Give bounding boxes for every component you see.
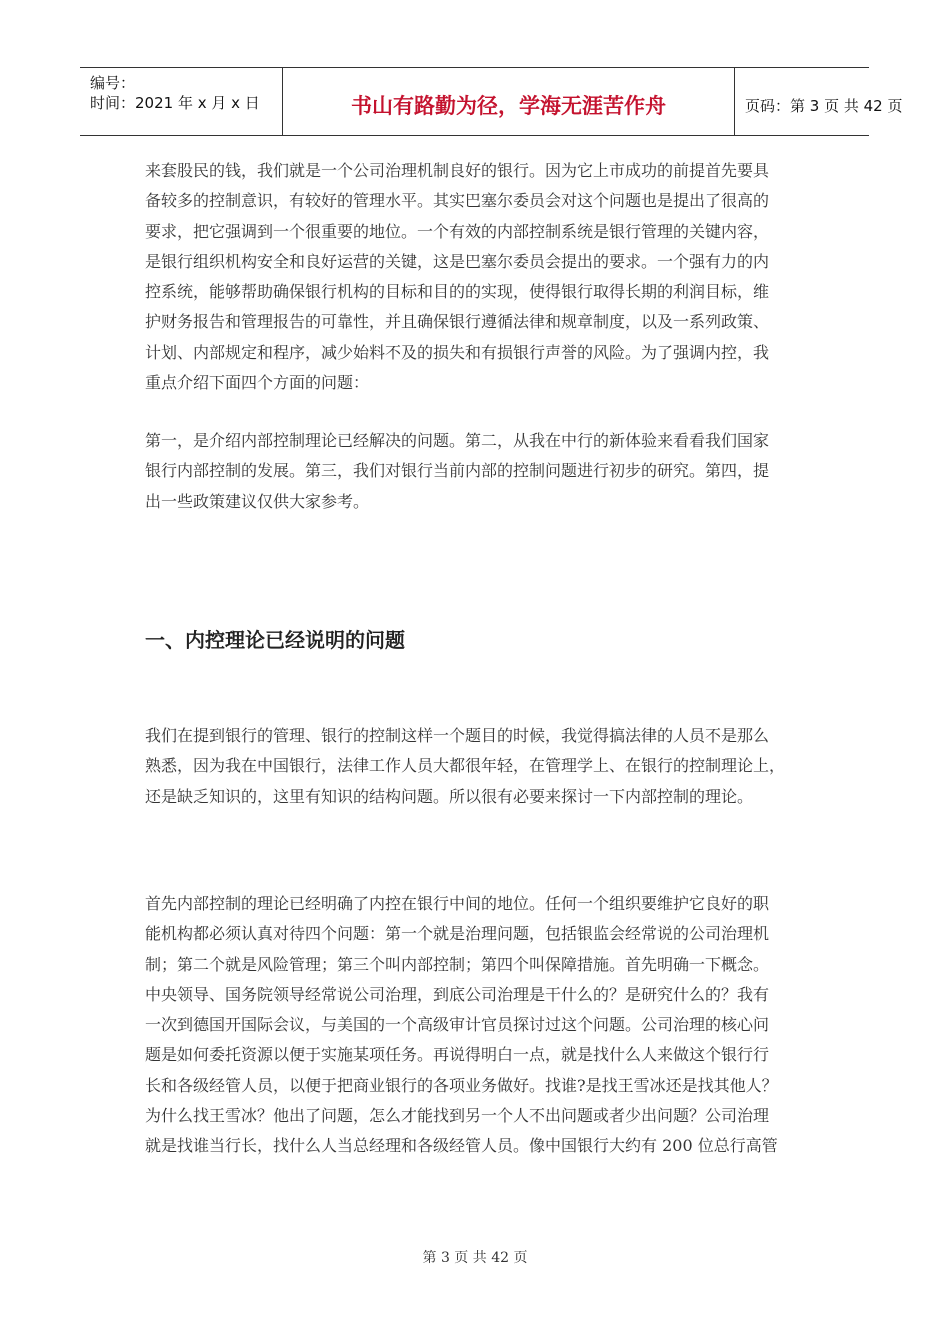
text-line: 长和各级经管人员，以便于把商业银行的各项业务做好。找谁?是找王雪冰还是找其他人？: [145, 1075, 778, 1095]
document-header: [80, 67, 903, 136]
text-line: 首先内部控制的理论已经明确了内控在银行中间的地位。任何一个组织要维护它良好的职: [145, 894, 770, 913]
text-line: 题是如何委托资源以便于实施某项任务。再说得明白一点，就是找什么人来做这个银行行: [145, 1045, 770, 1065]
text-line: 要求，把它强调到一个很重要的地位。一个有效的内部控制系统是银行管理的关键内容，: [145, 221, 770, 241]
section-heading: 一、内控理论已经说明的问题: [145, 628, 405, 652]
text-line: 计划、内部规定和程序，减少始料不及的损失和有损银行声誉的风险。为了强调内控，我: [145, 342, 770, 362]
text-line: 护财务报告和管理报告的可靠性，并且确保银行遵循法律和规章制度，以及一系列政策、: [145, 312, 770, 332]
text-line: 一次到德国开国际会议，与美国的一个高级审计官员探讨过这个问题。公司治理的核心问: [145, 1015, 770, 1035]
text-line: 控系统，能够帮助确保银行机构的目标和目的的实现，使得银行取得长期的利润目标，维: [145, 282, 770, 302]
text-line: 熟悉，因为我在中国银行，法律工作人员大都很年轻，在管理学上、在银行的控制理论上，: [145, 756, 786, 776]
text-line: 银行内部控制的发展。第三，我们对银行当前内部的控制问题进行初步的研究。第四，提: [145, 461, 770, 481]
text-line: 备较多的控制意识，有较好的管理水平。其实巴塞尔委员会对这个问题也是提出了很高的: [145, 191, 770, 211]
document-number-label: 编号：: [90, 74, 136, 92]
document-date-label: 时间：2021 年 x 月 x 日: [90, 94, 260, 112]
text-line: 就是找谁当行长，找什么人当总经理和各级经管人员。像中国银行大约有 200 位总行高管: [145, 1136, 778, 1156]
header-motto: 书山有路勤为径，学海无涯苦作舟: [351, 94, 666, 118]
text-line: 制；第二个就是风险管理；第三个叫内部控制；第四个叫保障措施。首先明确一下概念。: [145, 954, 770, 974]
text-line: 我们在提到银行的管理、银行的控制这样一个题目的时候，我觉得搞法律的人员不是那么: [145, 726, 770, 745]
text-line: 出一些政策建议仅供大家参考。: [145, 491, 370, 511]
intro-paragraph: [145, 156, 810, 398]
text-line: 还是缺乏知识的，这里有知识的结构问题。所以很有必要来探讨一下内部控制的理论。: [145, 786, 754, 806]
text-line: 重点介绍下面四个方面的问题：: [145, 373, 370, 393]
text-line: 第一，是介绍内部控制理论已经解决的问题。第二，从我在中行的新体验来看看我们国家: [145, 431, 770, 450]
body-paragraph: [145, 889, 810, 1162]
body-paragraph: [145, 721, 810, 812]
text-line: 中央领导、国务院领导经常说公司治理，到底公司治理是干什么的？是研究什么的？我有: [145, 984, 770, 1004]
page-footer: 第 3 页 共 42 页: [422, 1250, 528, 1266]
points-paragraph: [145, 426, 810, 517]
header-page-info: 页码：第 3 页 共 42 页: [745, 97, 903, 115]
text-line: 来套股民的钱，我们就是一个公司治理机制良好的银行。因为它上市成功的前提首先要具: [145, 161, 770, 180]
header-motto-cell: [282, 68, 735, 135]
text-line: 能机构都必须认真对待四个问题：第一个就是治理问题，包括银监会经常说的公司治理机: [145, 924, 770, 944]
text-line: 为什么找王雪冰？他出了问题，怎么才能找到另一个人不出问题或者少出问题？公司治理: [145, 1106, 770, 1126]
header-info-cell: [80, 68, 282, 135]
header-page-cell: [735, 68, 903, 135]
text-line: 是银行组织机构安全和良好运营的关键，这是巴塞尔委员会提出的要求。一个强有力的内: [145, 251, 770, 271]
